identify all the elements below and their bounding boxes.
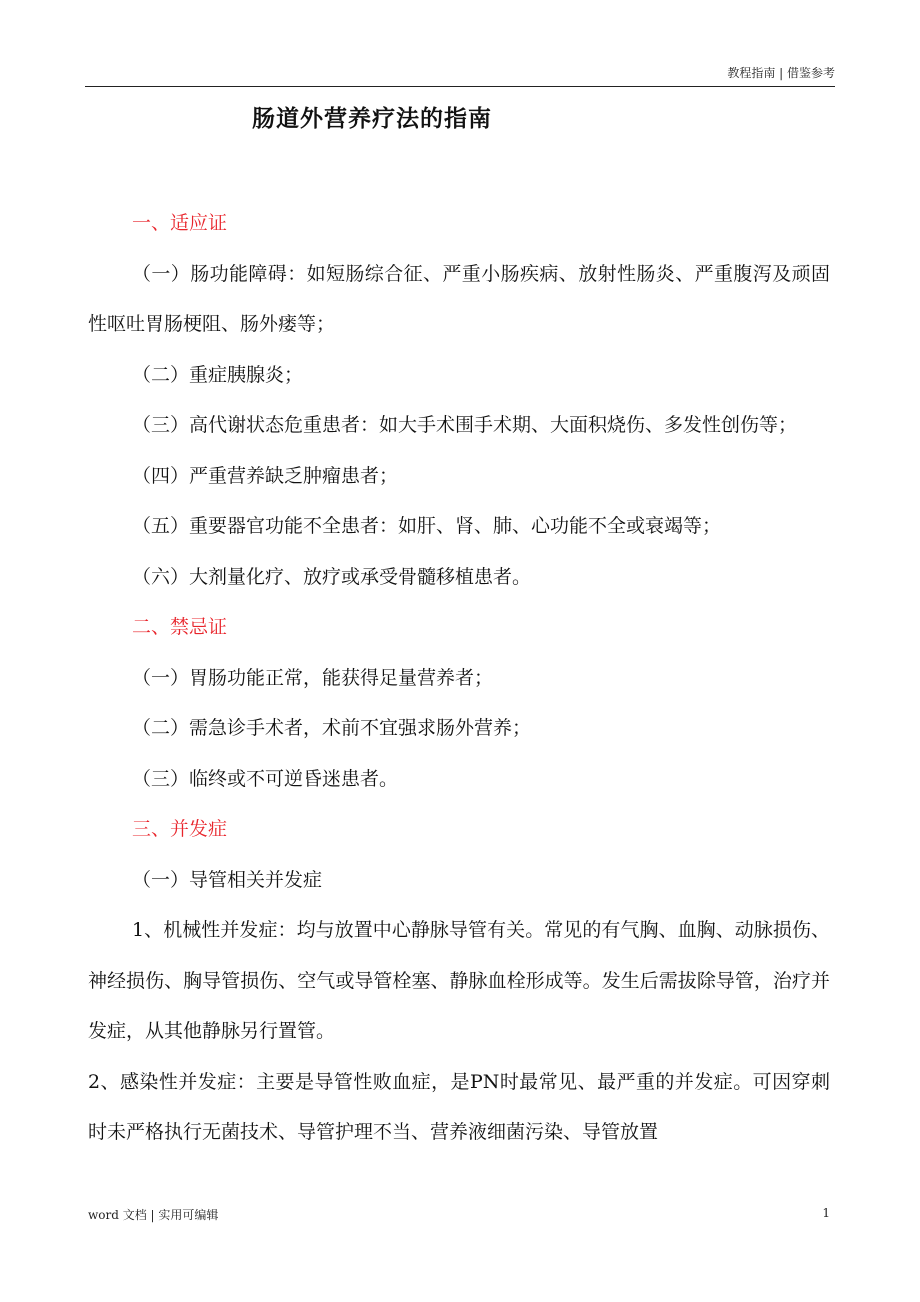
section-heading: 二、禁忌证 (132, 616, 228, 638)
page-footer (88, 1206, 830, 1226)
paragraph: （一）胃肠功能正常，能获得足量营养者； (132, 666, 494, 689)
footer-text: word 文档 | 实用可编辑 (88, 1208, 219, 1222)
paragraph: （一）肠功能障碍：如短肠综合征、严重小肠疾病、放射性肠炎、严重腹泻及顽固性呕吐胃肠梗阻、肠外瘘等； (88, 262, 830, 335)
document-body (88, 198, 830, 1158)
paragraph: 1、机械性并发症：均与放置中心静脉导管有关。常见的有气胸、血胸、动脉损伤、神经损伤、胸导管损伤、空气或导管栓塞、静脉血栓形成等。发生后需拔除导管，治疗并发症，从其他静脉另行置管。 (88, 919, 830, 1042)
section-heading: 一、适应证 (132, 212, 228, 234)
paragraph: （四）严重营养缺乏肿瘤患者； (132, 464, 399, 487)
document-title: 肠道外营养疗法的指南 (252, 105, 492, 132)
header-text: 教程指南 | 借鉴参考 (727, 66, 835, 80)
section-heading: 三、并发症 (132, 818, 228, 840)
paragraph: （六）大剂量化疗、放疗或承受骨髓移植患者。 (132, 565, 532, 588)
paragraph: 2、感染性并发症：主要是导管性败血症，是PN时最常见、最严重的并发症。可因穿刺时未严格执行无菌技术、导管护理不当、营养液细菌污染、导管放置 (88, 1070, 830, 1143)
page-header (85, 64, 835, 87)
paragraph: （二）需急诊手术者，术前不宜强求肠外营养； (132, 717, 532, 739)
paragraph: （五）重要器官功能不全患者：如肝、肾、肺、心功能不全或衰竭等； (132, 515, 722, 537)
paragraph: （三）临终或不可逆昏迷患者。 (132, 767, 399, 790)
page-number: 1 (822, 1206, 830, 1220)
paragraph: （二）重症胰腺炎； (132, 363, 304, 386)
paragraph: （一）导管相关并发症 (132, 868, 323, 891)
paragraph: （三）高代谢状态危重患者：如大手术围手术期、大面积烧伤、多发性创伤等； (132, 414, 798, 436)
